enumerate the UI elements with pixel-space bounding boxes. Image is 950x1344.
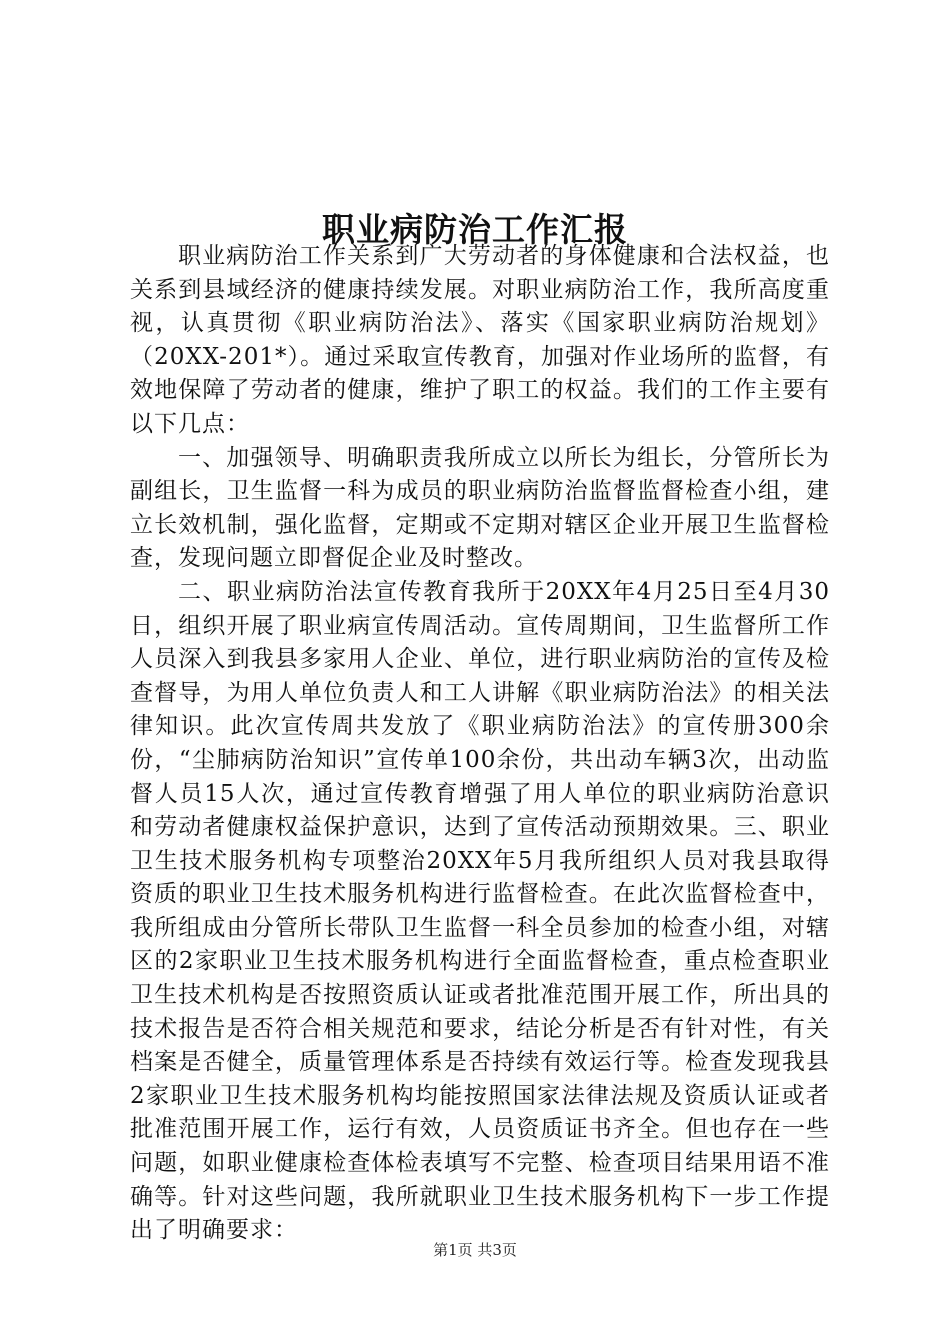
document-body: [130, 240, 830, 1248]
paragraph-leadership: 一、加强领导、明确职责我所成立以所长为组长，分管所长为副组长，卫生监督一科为成员的职业病防治监督监督检查小组，建立长效机制，强化监督，定期或不定期对辖区企业开展卫生监督检查，发现问题立即督促企业及时整改。: [130, 444, 830, 572]
page-number-footer: 第1页 共3页: [433, 1241, 517, 1259]
paragraph-intro: 职业病防治工作关系到广大劳动者的身体健康和合法权益，也关系到县域经济的健康持续发展。对职业病防治工作，我所高度重视，认真贯彻《职业病防治法》、落实《国家职业病防治规划》（20XX-201*）。通过采取宣传教育，加强对作业场所的监督，有效地保障了劳动者的健康，维护了职工的权益。我们的工作主要有以下几点：: [130, 243, 830, 437]
paragraph-publicity-and-inspection: 二、职业病防治法宣传教育我所于20XX年4月25日至4月30日，组织开展了职业病宣传周活动。宣传周期间，卫生监督所工作人员深入到我县多家用人企业、单位，进行职业病防治的宣传及检查督导，为用人单位负责人和工人讲解《职业病防治法》的相关法律知识。此次宣传周共发放了《职业病防治法》的宣传册300余份，“尘肺病防治知识”宣传单100余份，共出动车辆3次，出动监督人员15人次，通过宣传教育增强了用人单位的职业病防治意识和劳动者健康权益保护意识，达到了宣传活动预期效果。三、职业卫生技术服务机构专项整治20XX年5月我所组织人员对我县取得资质的职业卫生技术服务机构进行监督检查。在此次监督检查中，我所组成由分管所长带队卫生监督一科全员参加的检查小组，对辖区的2家职业卫生技术服务机构进行全面监督检查，重点检查职业卫生技术机构是否按照资质认证或者批准范围开展工作，所出具的技术报告是否符合相关规范和要求，结论分析是否有针对性，有关档案是否健全，质量管理体系是否持续有效运行等。检查发现我县2家职业卫生技术服务机构均能按照国家法律法规及资质认证或者批准范围开展工作，运行有效，人员资质证书齐全。但也存在一些问题，如职业健康检查体检表填写不完整、检查项目结果用语不准确等。针对这些问题，我所就职业卫生技术服务机构下一步工作提出了明确要求：: [130, 578, 830, 1244]
page-title: 职业病防治工作汇报: [322, 210, 628, 250]
